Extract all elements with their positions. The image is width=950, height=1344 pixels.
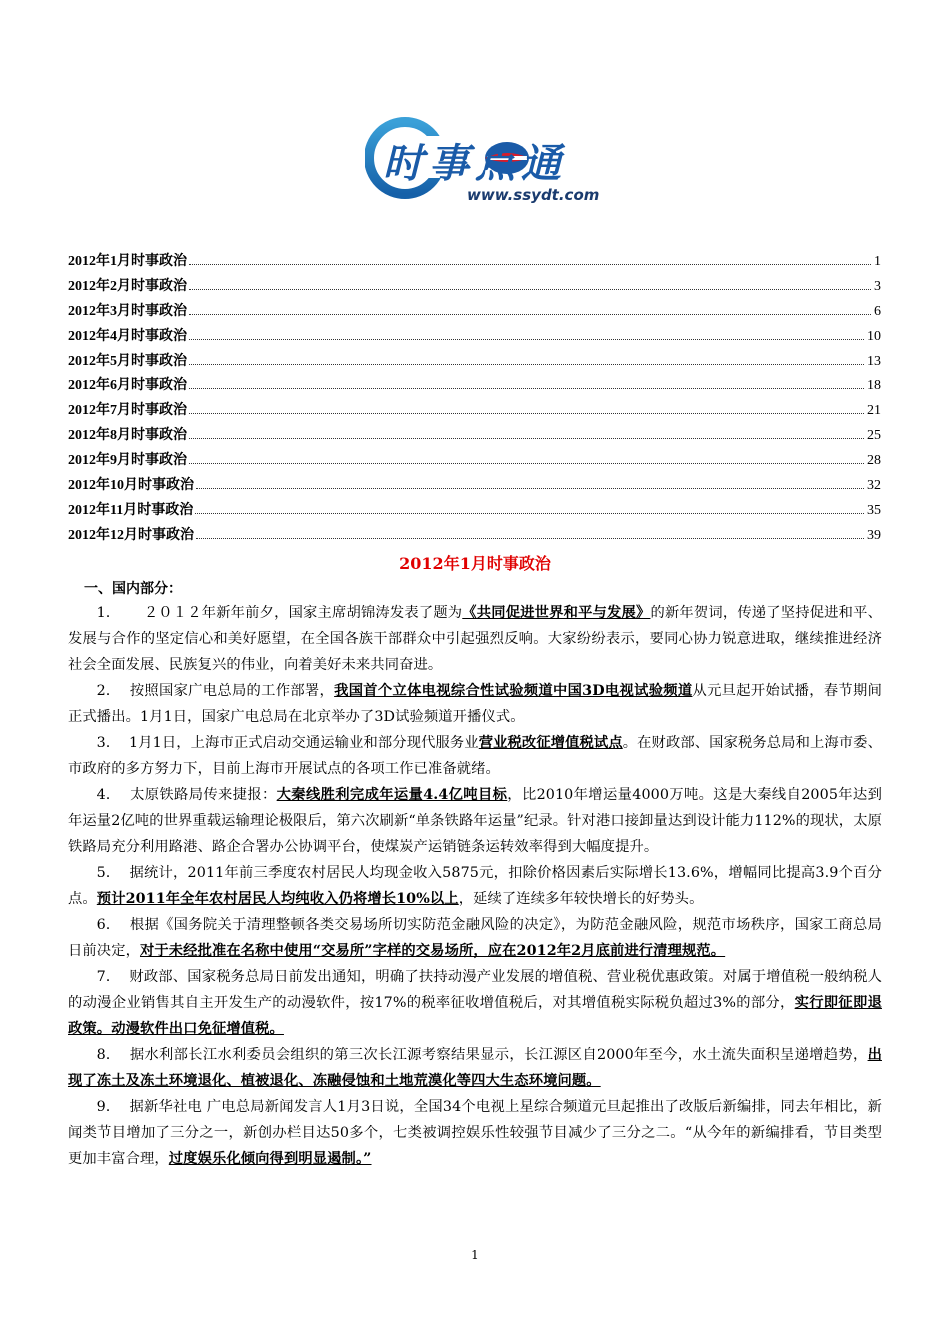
section-title: 2012年1月时事政治 <box>399 554 551 573</box>
news-item-highlight: 出现了冻土及冻土环境退化、植被退化、冻融侵蚀和土地荒漠化等四大生态环境问题。 <box>68 1047 882 1089</box>
toc-dot-leader <box>189 387 864 389</box>
toc-dot-leader <box>195 512 864 514</box>
toc-entry[interactable] <box>68 449 881 474</box>
news-item-text: 财政部、国家税务总局日前发出通知，明确了扶持动漫产业发展的增值税、营业税优惠政策。对属于增值税一般纳税人的动漫企业销售其自主开发生产的动漫软件，按17%的税率征收增值税后，对其增值税实际税负超过3%的部分， <box>68 969 882 1011</box>
news-item-text: 的新年贺词，传递了坚持促进和平、发展与合作的坚定信心和美好愿望，在全国各族干部群众中引起强烈反响。大家纷纷表示，要同心协力锐意进取，继续推进经济社会全面发展、民族复兴的伟业，向着美好未来共同奋进。 <box>68 605 882 673</box>
news-item <box>68 678 882 730</box>
toc-entry[interactable] <box>68 374 881 399</box>
news-item <box>68 860 882 912</box>
toc-entry-label: 2012年2月时事政治 <box>68 278 187 294</box>
toc-entry-label: 2012年3月时事政治 <box>68 303 187 319</box>
news-item-number: 2. <box>96 683 111 699</box>
logo-title: 时事点通 <box>383 141 567 187</box>
news-item-number: 9. <box>96 1099 111 1115</box>
toc-entry-page: 39 <box>867 527 881 543</box>
news-item-text: 据新华社电 广电总局新闻发言人1月3日说，全国34个电视上星综合频道元旦起推出了改版后新编排，同去年相比，新闻类节目增加了三分之一，新创办栏目达50多个，七类被调控娱乐性较强节目减少了三分之二。“从今年的新编排看，节目类型更加丰富合理， <box>68 1099 882 1167</box>
toc-dot-leader <box>189 313 871 315</box>
news-item <box>68 912 882 964</box>
news-item-text: 。在财政部、国家税务总局和上海市委、市政府的多方努力下，目前上海市开展试点的各项工作已准备就绪。 <box>68 735 882 777</box>
logo <box>365 108 630 218</box>
toc-entry[interactable] <box>68 399 881 424</box>
toc-entry-label: 2012年4月时事政治 <box>68 328 187 344</box>
news-item-text: 按照国家广电总局的工作部署， <box>129 683 335 699</box>
toc-entry[interactable] <box>68 275 881 300</box>
toc-entry-page: 1 <box>874 254 881 269</box>
toc-entry-label: 2012年10月时事政治 <box>68 478 194 494</box>
news-item-highlight: 对于未经批准在名称中使用“交易所”字样的交易场所，应在2012年2月底前进行清理规范。 <box>139 943 726 959</box>
news-item-number: 1. <box>96 605 111 621</box>
news-item-highlight: 预计2011年全年农村居民人均纯收入仍将增长10%以上 <box>96 891 459 907</box>
news-item-number: 5. <box>96 865 111 881</box>
toc-entry[interactable] <box>68 524 881 549</box>
toc-dot-leader <box>189 338 864 340</box>
news-item-highlight: 营业税改征增值税试点 <box>478 735 623 751</box>
toc-entry-page: 3 <box>874 278 881 294</box>
toc-dot-leader <box>196 487 864 489</box>
toc-entry[interactable] <box>68 325 881 350</box>
toc-entry-page: 25 <box>867 428 881 444</box>
news-item <box>68 782 882 860</box>
toc-entry[interactable] <box>68 250 881 275</box>
toc-entry-page: 18 <box>867 378 881 394</box>
toc-entry-label: 2012年9月时事政治 <box>68 453 187 469</box>
toc-entry[interactable] <box>68 474 881 499</box>
toc-entry-page: 28 <box>867 453 881 469</box>
news-item <box>68 730 882 782</box>
news-item <box>68 600 882 678</box>
toc-dot-leader <box>189 412 864 414</box>
toc-entry-page: 6 <box>874 303 881 319</box>
table-of-contents <box>68 250 881 549</box>
news-item-highlight: 大秦线胜利完成年运量4.4亿吨目标 <box>276 787 508 803</box>
toc-dot-leader <box>189 263 871 265</box>
page-number: 1 <box>471 1248 479 1262</box>
news-item-number: 8. <box>96 1047 111 1063</box>
news-item-number: 4. <box>96 787 111 803</box>
toc-entry-label: 2012年12月时事政治 <box>68 527 194 543</box>
toc-dot-leader <box>189 288 871 290</box>
toc-entry[interactable] <box>68 499 881 524</box>
toc-entry-label: 2012年11月时事政治 <box>68 502 194 518</box>
news-item <box>68 1042 882 1094</box>
news-item-number: 7. <box>96 969 111 985</box>
toc-entry[interactable] <box>68 424 881 449</box>
logo-url: www.ssydt.com <box>467 186 600 204</box>
toc-dot-leader <box>189 462 864 464</box>
toc-entry-page: 10 <box>867 328 881 344</box>
news-list <box>68 600 882 1172</box>
news-item-text: ２０１２年新年前夕，国家主席胡锦涛发表了题为 <box>129 605 463 621</box>
news-item-highlight: 实行即征即退政策。动漫软件出口免征增值税。 <box>68 995 882 1037</box>
news-item-number: 3. <box>96 735 111 751</box>
news-item <box>68 964 882 1042</box>
toc-dot-leader <box>196 537 864 539</box>
sub-title: 一、国内部分： <box>84 581 182 597</box>
news-item-highlight: 《共同促进世界和平与发展》 <box>462 605 651 621</box>
toc-entry-page: 35 <box>867 502 881 518</box>
toc-entry[interactable] <box>68 300 881 325</box>
news-item-text: 据水利部长江水利委员会组织的第三次长江源考察结果显示，长江源区自2000年至今，水土流失面积呈递增趋势， <box>129 1047 868 1063</box>
news-item-text: 据统计，2011年前三季度农村居民人均现金收入5875元，扣除价格因素后实际增长13.6%，增幅同比提高3.9个百分点。 <box>68 865 882 907</box>
toc-entry-label: 2012年1月时事政治 <box>68 254 187 269</box>
toc-entry[interactable] <box>68 350 881 375</box>
news-item-number: 6. <box>96 917 111 933</box>
news-item-text: ，延续了连续多年较快增长的好势头。 <box>458 891 704 907</box>
toc-entry-page: 32 <box>867 478 881 494</box>
toc-entry-page: 21 <box>867 403 881 419</box>
news-item-text: 1月1日，上海市正式启动交通运输业和部分现代服务业 <box>129 735 479 751</box>
news-item-text: 从元旦起开始试播，春节期间正式播出。1月1日，国家广电总局在北京举办了3D试验频道开播仪式。 <box>68 683 882 725</box>
toc-dot-leader <box>189 437 864 439</box>
news-item-text: 太原铁路局传来捷报： <box>130 787 277 803</box>
toc-entry-label: 2012年6月时事政治 <box>68 378 187 394</box>
toc-entry-label: 2012年8月时事政治 <box>68 428 187 444</box>
toc-dot-leader <box>189 363 864 365</box>
toc-entry-label: 2012年5月时事政治 <box>68 353 187 369</box>
news-item-text: 根据《国务院关于清理整顿各类交易场所切实防范金融风险的决定》，为防范金融风险，规范市场秩序，国家工商总局日前决定， <box>68 917 882 959</box>
toc-entry-label: 2012年7月时事政治 <box>68 403 187 419</box>
toc-entry-page: 13 <box>867 353 881 369</box>
news-item-highlight: 我国首个立体电视综合性试验频道中国3D电视试验频道 <box>334 683 693 699</box>
news-item <box>68 1094 882 1172</box>
news-item-highlight: 过度娱乐化倾向得到明显遏制。” <box>168 1151 372 1167</box>
news-item-text: ，比2010年增运量4000万吨。这是大秦线自2005年达到年运量2亿吨的世界重载运输理论极限后，第六次刷新“单条铁路年运量”纪录。针对港口接卸量达到设计能力112%的现状，太原铁路局充分利用路港、路企合署办公协调平台，使煤炭产运销链条运转效率得到大幅度提升。 <box>68 787 882 855</box>
